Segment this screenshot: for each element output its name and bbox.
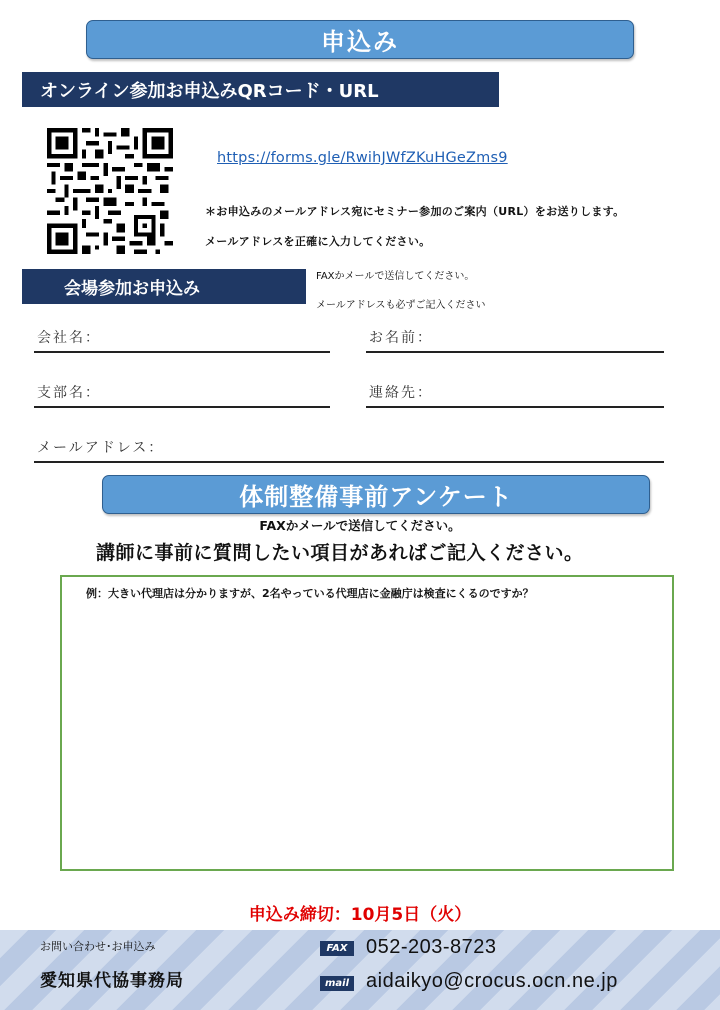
- venue-note-email: メールアドレスも必ずご記入ください: [316, 300, 486, 311]
- contact-field[interactable]: [366, 382, 664, 408]
- branch-label: 支部名：: [37, 385, 101, 401]
- qr-code-icon[interactable]: [47, 128, 173, 254]
- company-label: 会社名：: [37, 330, 101, 346]
- online-section-header: [22, 72, 499, 107]
- company-field[interactable]: [34, 327, 330, 353]
- email-field[interactable]: [34, 437, 664, 463]
- contact-footer: [0, 930, 720, 1010]
- application-deadline: 申込み締切：10月5日（火）: [248, 905, 472, 925]
- mail-address[interactable]: aidaikyo@crocus.ocn.ne.jp: [366, 970, 618, 992]
- name-label: お名前：: [369, 330, 433, 346]
- survey-banner: [102, 475, 650, 514]
- branch-field[interactable]: [34, 382, 330, 408]
- venue-section-title: 会場参加お申込み: [64, 279, 200, 299]
- fax-number: 052-203-8723: [366, 936, 497, 958]
- contact-label: 連絡先：: [369, 385, 433, 401]
- venue-note-send: FAXかメールで送信してください。: [316, 271, 475, 282]
- online-section-title: オンライン参加お申込みQRコード・URL: [40, 80, 379, 102]
- fax-icon: FAX: [320, 941, 354, 956]
- inquiry-label: お問い合わせ･お申込み: [40, 940, 156, 953]
- question-example: 例：大きい代理店は分かりますが、2名やっている代理店に金融庁は検査にくるのですか？: [86, 587, 534, 600]
- survey-title: 体制整備事前アンケート: [239, 483, 513, 511]
- apply-banner: [86, 20, 634, 59]
- online-note-email: ＊お申込みのメールアドレス宛にセミナー参加のご案内（URL）をお送りします。: [205, 205, 625, 218]
- online-form-link[interactable]: https://forms.gle/RwihJWfZKuHGeZms9: [217, 150, 508, 166]
- survey-send-note: FAXかメールで送信してください。: [259, 518, 461, 533]
- survey-prompt: 講師に事前に質問したい項目があればご記入ください。: [96, 542, 584, 564]
- name-field[interactable]: [366, 327, 664, 353]
- question-answer-box[interactable]: [60, 575, 674, 871]
- online-note-accuracy: メールアドレスを正確に入力してください。: [205, 235, 431, 248]
- venue-section-header: [22, 269, 306, 304]
- email-label: メールアドレス：: [37, 440, 165, 456]
- apply-title: 申込み: [321, 28, 399, 56]
- mail-icon: mail: [320, 976, 354, 991]
- office-name: 愛知県代協事務局: [40, 971, 184, 991]
